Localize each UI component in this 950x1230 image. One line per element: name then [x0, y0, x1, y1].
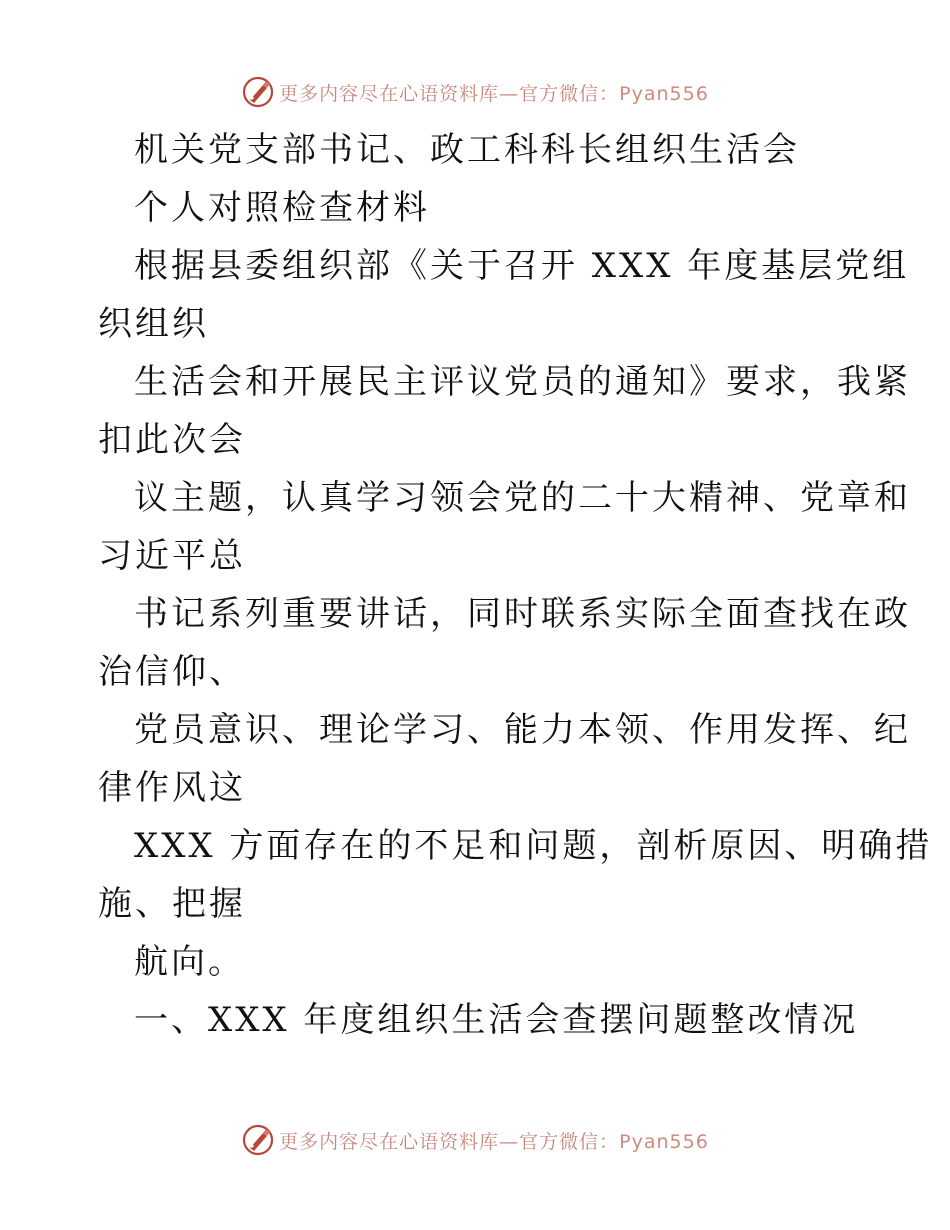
watermark-text — [279, 1127, 709, 1154]
section-heading: 一、XXX 年度组织生活会查摆问题整改情况 — [134, 1000, 859, 1040]
paragraph-line: 治信仰、 — [98, 652, 246, 692]
paragraph-line: 议主题，认真学习领会党的二十大精神、党章和 — [134, 478, 911, 518]
watermark-label: 更多内容尽在心语资料库—官方微信： — [279, 1130, 620, 1153]
paragraph-line: 书记系列重要讲话，同时联系实际全面查找在政 — [134, 594, 911, 634]
pen-logo-icon — [241, 1123, 275, 1157]
paragraph-line: 党员意识、理论学习、能力本领、作用发挥、纪 — [134, 710, 911, 750]
watermark-id: Pyan556 — [619, 1130, 709, 1153]
paragraph-line: 施、把握 — [98, 884, 246, 924]
paragraph-line: 根据县委组织部《关于召开 XXX 年度基层党组 — [134, 246, 910, 286]
document-title: 机关党支部书记、政工科科长组织生活会 — [134, 130, 800, 170]
footer-watermark — [0, 1120, 950, 1160]
paragraph-line: 航向。 — [134, 942, 245, 982]
watermark-id: Pyan556 — [619, 82, 709, 105]
watermark-text — [279, 79, 709, 106]
document-subtitle: 个人对照检查材料 — [134, 188, 430, 228]
watermark-label: 更多内容尽在心语资料库—官方微信： — [279, 82, 620, 105]
paragraph-line: 织组织 — [98, 304, 209, 344]
paragraph-line: 生活会和开展民主评议党员的通知》要求，我紧 — [134, 362, 911, 402]
paragraph-line: 扣此次会 — [98, 420, 246, 460]
header-watermark — [0, 72, 950, 112]
paragraph-line: 习近平总 — [98, 536, 246, 576]
paragraph-line: 律作风这 — [98, 768, 246, 808]
pen-logo-icon — [241, 75, 275, 109]
paragraph-line: XXX 方面存在的不足和问题，剖析原因、明确措 — [134, 826, 933, 866]
